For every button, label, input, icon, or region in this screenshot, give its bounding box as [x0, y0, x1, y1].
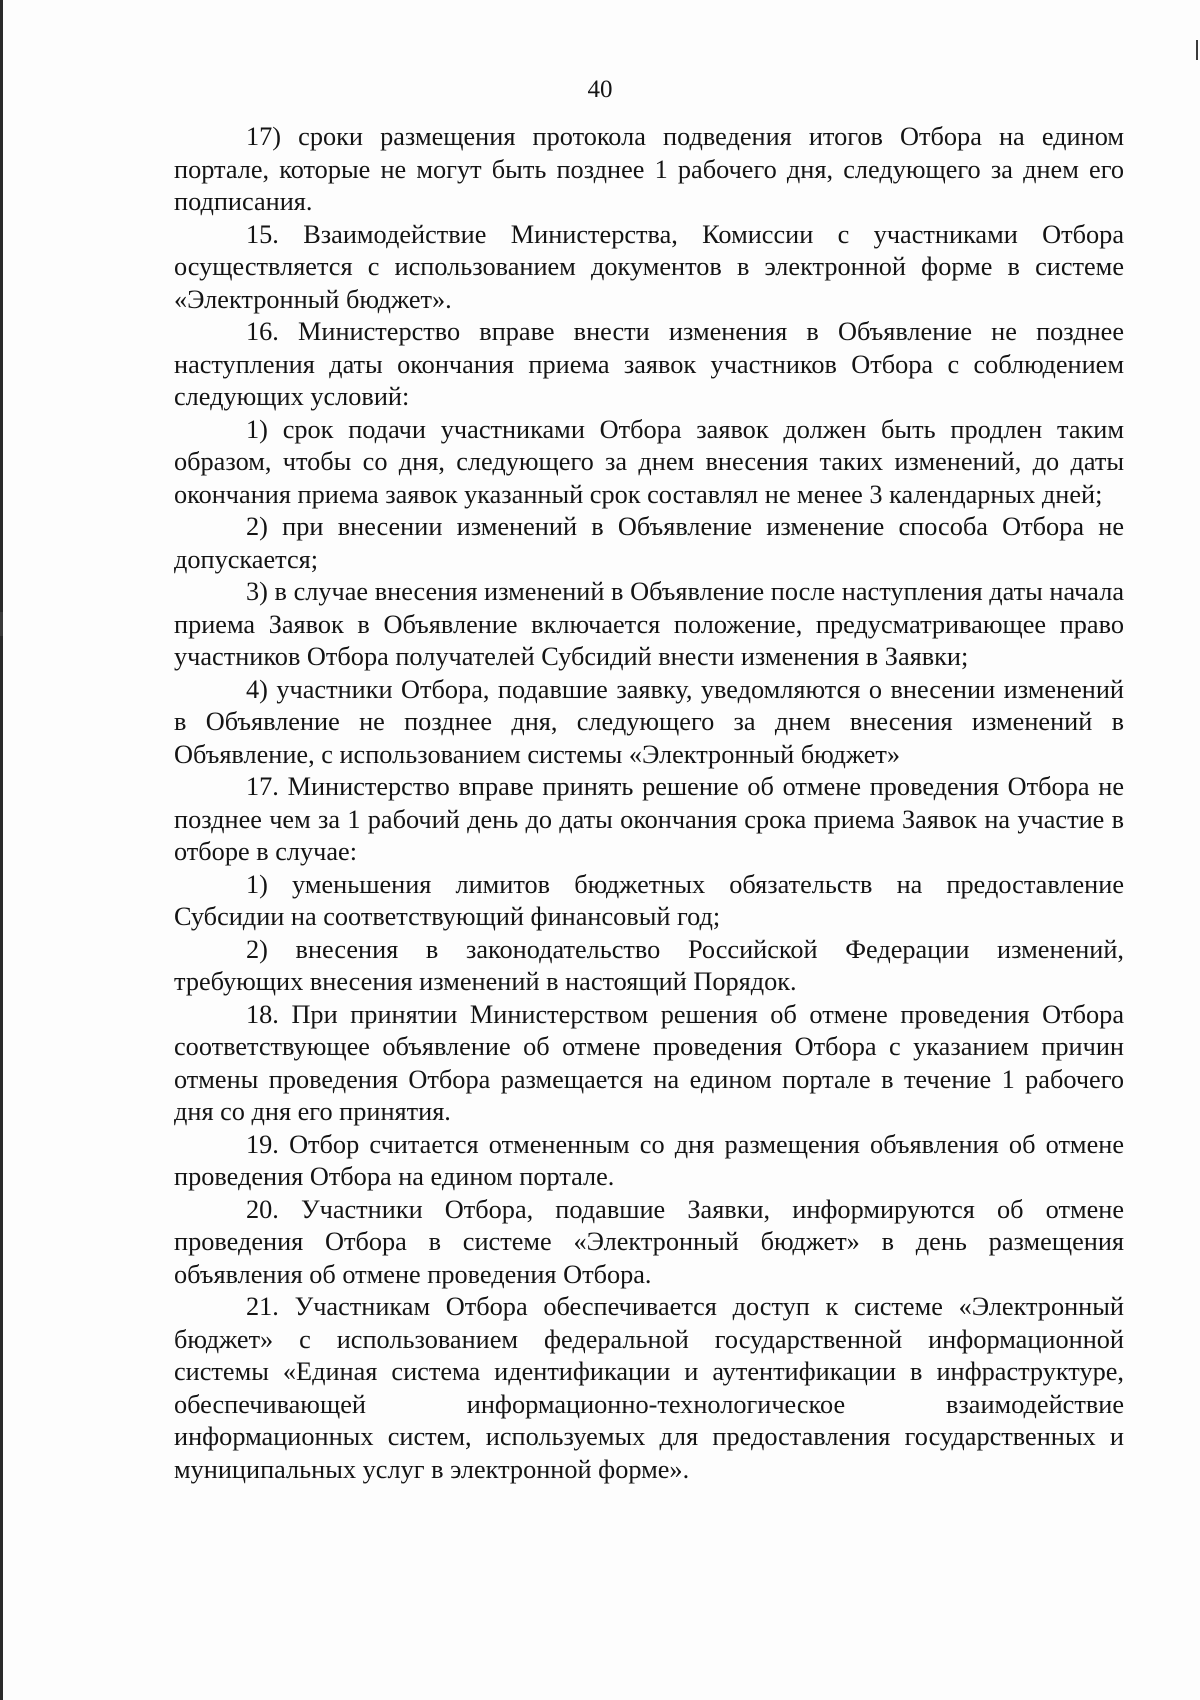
paragraph: 18. При принятии Министерством решения об отмене проведения Отбора соответствующее объявление об отмене проведения Отбора с указанием причин отмены проведения Отбора размещается на едином портале в течение 1 рабочего дня со дня его принятия.: [174, 999, 1124, 1126]
paragraph: 15. Взаимодействие Министерства, Комиссии с участниками Отбора осуществляется с использованием документов в электронной форме в системе «Электронный бюджет».: [174, 219, 1124, 314]
paragraph: 4) участники Отбора, подавшие заявку, уведомляются о внесении изменений в Объявление не позднее дня, следующего за днем внесения изменений в Объявление, с использованием системы «Электронный бюджет»: [174, 674, 1124, 769]
paragraph: 21. Участникам Отбора обеспечивается доступ к системе «Электронный бюджет» с использованием федеральной государственной информационной системы «Единая система идентификации и аутентификации в инфраструктуре, обеспечивающей информационно-технологическое взаимодействие информационных систем, используемых для предоставления государственных и муниципальных услуг в электронной форме».: [174, 1292, 1124, 1484]
paragraph: 17. Министерство вправе принять решение об отмене проведения Отбора не позднее чем за 1 рабочий день до даты окончания срока приема Заявок на участие в отборе в случае:: [174, 772, 1124, 866]
paragraph: 19. Отбор считается отмененным со дня размещения объявления об отмене проведения Отбора на едином портале.: [174, 1129, 1124, 1191]
scan-mark: [1196, 40, 1198, 60]
paragraph: 3) в случае внесения изменений в Объявление после наступления даты начала приема Заявок в Объявление включается положение, предусматривающее право участников Отбора получателей Субсидий внести изменения в Заявки;: [174, 577, 1124, 671]
scan-edge: [0, 0, 3, 1700]
scan-mark: [0, 612, 3, 636]
document-body: [174, 121, 1124, 1486]
paragraph: 1) срок подачи участниками Отбора заявок должен быть продлен таким образом, чтобы со дня, следующего за днем внесения таких изменений, до даты окончания приема заявок указанный срок составлял не менее 3 календарных дней;: [174, 414, 1124, 509]
page-number: 40: [587, 76, 613, 103]
paragraph: 1) уменьшения лимитов бюджетных обязательств на предоставление Субсидии на соответствующий финансовый год;: [174, 869, 1124, 931]
paragraph: 2) внесения в законодательство Российской Федерации изменений, требующих внесения изменений в настоящий Порядок.: [174, 934, 1124, 996]
paragraph: 2) при внесении изменений в Объявление изменение способа Отбора не допускается;: [174, 512, 1124, 574]
paragraph: 20. Участники Отбора, подавшие Заявки, информируются об отмене проведения Отбора в системе «Электронный бюджет» в день размещения объявления об отмене проведения Отбора.: [174, 1194, 1124, 1289]
paragraph: 16. Министерство вправе внести изменения в Объявление не позднее наступления даты окончания приема заявок участников Отбора с соблюдением следующих условий:: [174, 317, 1124, 411]
paragraph: 17) сроки размещения протокола подведения итогов Отбора на едином портале, которые не могут быть позднее 1 рабочего дня, следующего за днем его подписания.: [174, 122, 1124, 216]
